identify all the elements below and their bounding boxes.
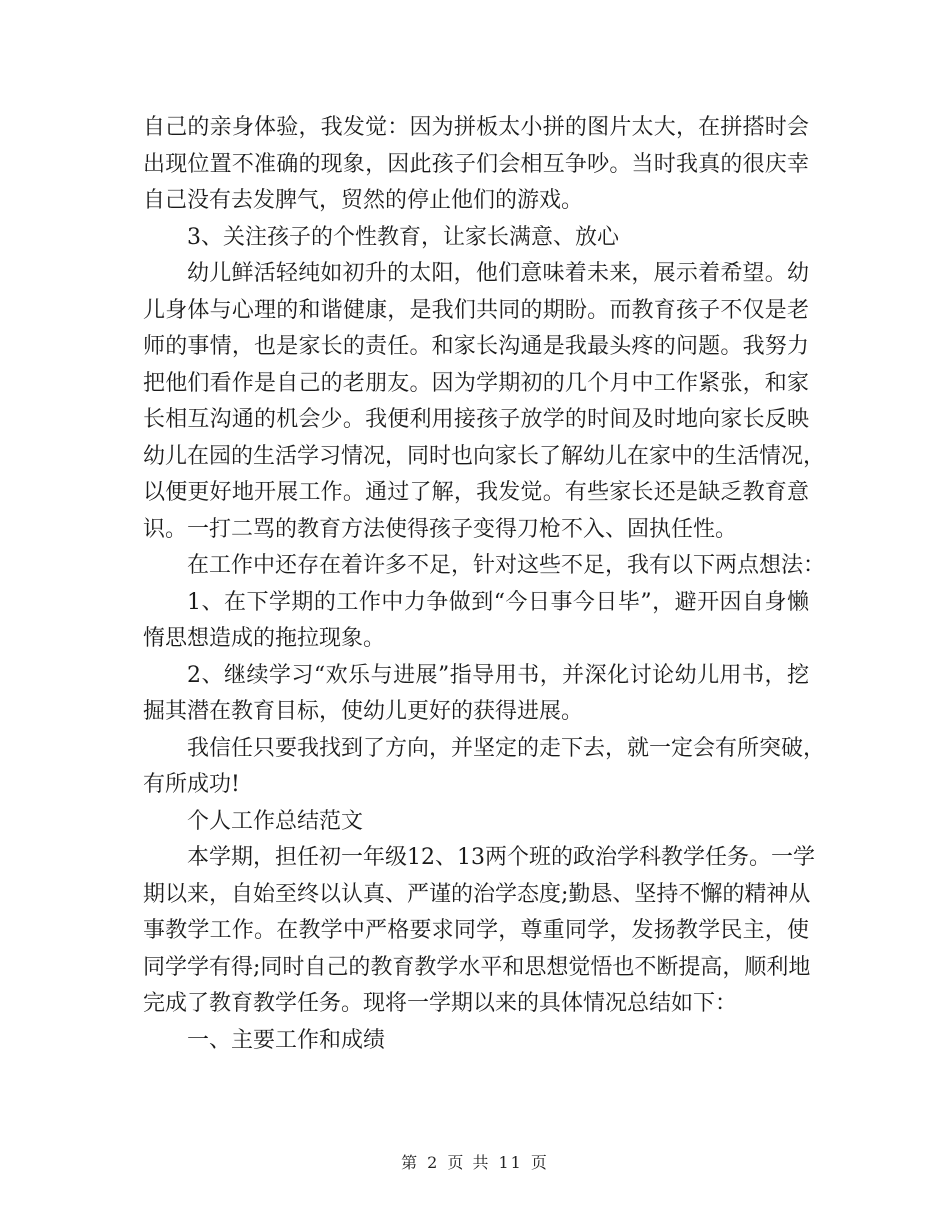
text-line: 有所成功! <box>143 772 240 797</box>
text-line: 2、继续学习“欢乐与进展”指导用书，并深化讨论幼儿用书，挖 <box>187 662 809 688</box>
text-line: 把他们看作是自己的老朋友。因为学期初的几个月中工作紧张，和家 <box>143 370 809 396</box>
text-line: 幼儿鲜活轻纯如初升的太阳，他们意味着未来，展示着希望。幼 <box>187 261 809 286</box>
footer-total-pages: 11 <box>498 1153 523 1172</box>
footer-middle: 页 共 <box>447 1153 491 1172</box>
text-line: 掘其潜在教育目标，使幼儿更好的获得进展。 <box>143 699 584 724</box>
text-line: 完成了教育教学任务。现将一学期以来的具体情况总结如下： <box>143 991 738 1016</box>
footer-prefix: 第 <box>401 1153 420 1172</box>
footer-suffix: 页 <box>530 1153 549 1172</box>
text-line: 幼儿在园的生活学习情况，同时也向家长了解幼儿在家中的生活情况， <box>143 443 826 469</box>
text-line: 一、主要工作和成绩 <box>187 1027 386 1053</box>
footer-page-number: 2 <box>427 1153 440 1172</box>
text-line: 师的事情，也是家长的责任。和家长沟通是我最头疼的问题。我努力 <box>143 334 809 359</box>
text-line: 我信任只要我找到了方向，并坚定的走下去，就一定会有所突破， <box>187 735 826 761</box>
text-line: 事教学工作。在教学中严格要求同学，尊重同学，发扬教学民主，使 <box>143 918 809 943</box>
text-line: 1、在下学期的工作中力争做到“今日事今日毕”，避开因自身懒 <box>187 589 809 615</box>
text-line: 自己没有去发脾气，贸然的停止他们的游戏。 <box>143 188 584 213</box>
text-line: 惰思想造成的拖拉现象。 <box>143 626 386 651</box>
text-line: 识。一打二骂的教育方法使得孩子变得刀枪不入、固执任性。 <box>143 516 738 542</box>
text-line: 出现位置不准确的现象，因此孩子们会相互争吵。当时我真的很庆幸 <box>143 151 809 177</box>
text-line: 本学期，担任初一年级12、13两个班的政治学科教学任务。一学 <box>187 845 815 870</box>
text-line: 3、关注孩子的个性教育，让家长满意、放心 <box>187 224 619 250</box>
text-line: 同学学有得;同时自己的教育教学水平和思想觉悟也不断提高，顺利地 <box>143 954 811 980</box>
text-line: 长相互沟通的机会少。我便利用接孩子放学的时间及时地向家长反映 <box>143 407 809 432</box>
text-line: 期以来，自始至终以认真、严谨的治学态度;勤恳、坚持不懈的精神从 <box>143 881 811 907</box>
text-line: 个人工作总结范文 <box>187 808 364 834</box>
text-line: 在工作中还存在着许多不足，针对这些不足，我有以下两点想法： <box>187 553 826 578</box>
text-line: 儿身体与心理的和谐健康，是我们共同的期盼。而教育孩子不仅是老 <box>143 297 809 323</box>
body-text <box>143 110 826 1059</box>
text-line: 自己的亲身体验，我发觉：因为拼板太小拼的图片太大，在拼搭时会 <box>143 115 809 140</box>
text-line: 以便更好地开展工作。通过了解，我发觉。有些家长还是缺乏教育意 <box>143 480 809 505</box>
page-footer <box>0 1150 950 1173</box>
